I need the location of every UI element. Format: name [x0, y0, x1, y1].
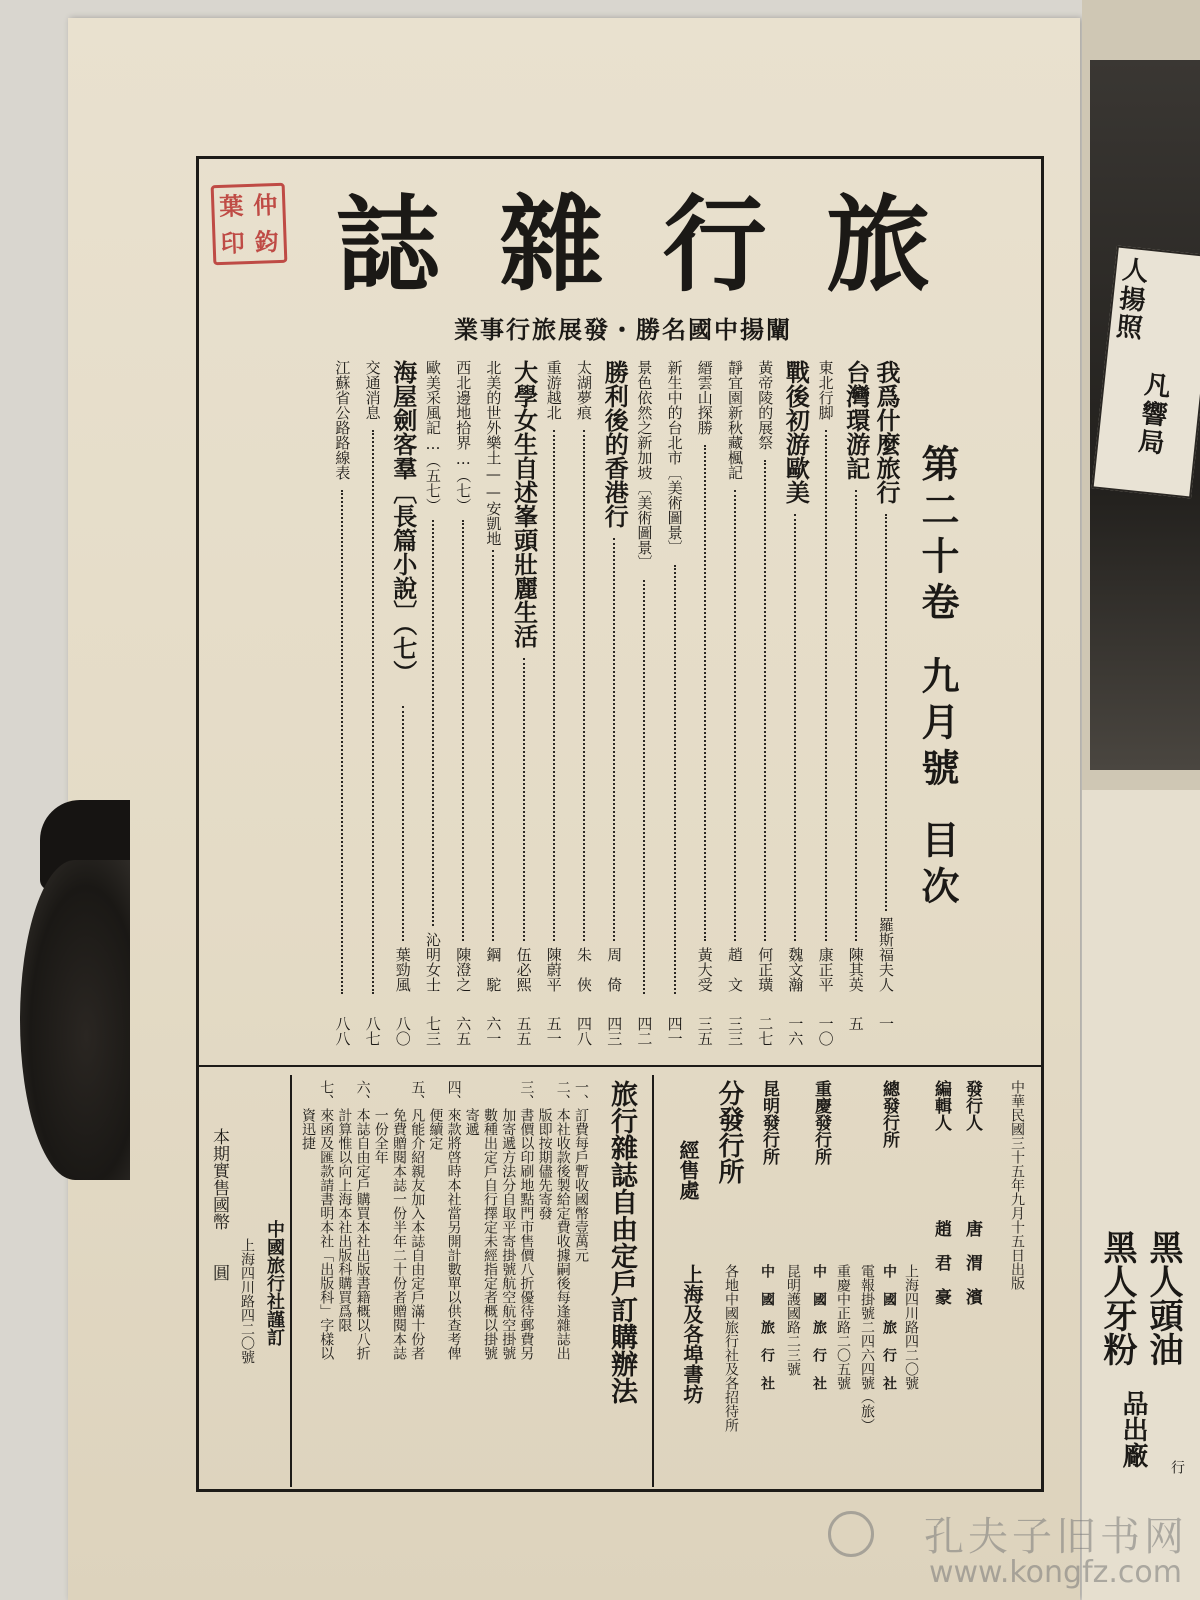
subscription-signature: 中國旅行社謹訂 [264, 1220, 285, 1346]
toc-entry [630, 360, 658, 1060]
subscription-item: 五、凡能介紹親友加入本誌自由定戶滿十份者 [409, 1080, 426, 1360]
issue-volume: 第二十卷 [915, 444, 960, 628]
toc-entry-title: 我爲什麼旅行 [872, 360, 901, 504]
toc-entry-title: 江蘇省公路路線表 [333, 360, 352, 480]
subscription-item: 一份全年 [372, 1080, 389, 1164]
ad-line: 行 [1169, 1460, 1185, 1474]
branches-label: 分發行所 [714, 1080, 744, 1184]
toc-entry-page: 六五 [454, 1016, 473, 1046]
subscription-item: 三、書價以印刷地點門市售價八折優待郵費另 [518, 1080, 535, 1360]
toc-entry-page: 八八 [333, 1016, 352, 1046]
toc-leader-dots [613, 538, 615, 941]
toc-leader-dots [734, 490, 736, 941]
issue-month: 九月號 [915, 656, 960, 794]
kunming-address: 昆明護國路二三號 [785, 1264, 801, 1376]
toc-leader-dots [885, 514, 887, 911]
toc-entry [600, 360, 628, 1060]
kunming-name: 中 國 旅 行 社 [759, 1264, 775, 1390]
subscription-item: 便續定 [427, 1080, 444, 1150]
toc-entry [781, 360, 809, 1060]
chongqing-address: 重慶中正路二〇五號 [835, 1264, 851, 1390]
toc-entry-page: 七三 [424, 1016, 442, 1046]
section-divider [196, 1065, 1044, 1067]
publisher-label: 發行人 [962, 1080, 982, 1131]
toc-entry-title: 歐美采風記…（五七） [424, 360, 442, 513]
toc-entry-author: 康正平 [816, 947, 835, 992]
ad-brand-hair-oil: 黑人頭油 [1143, 1230, 1183, 1366]
toc-leader-dots [855, 490, 857, 941]
masthead-slogan: 闡揚中國名勝・發展旅行事業 [454, 315, 792, 344]
toc-entry-title: 太湖夢痕 [575, 360, 593, 420]
head-office-address: 上海四川路四二〇號 [903, 1264, 919, 1390]
subscription-item: 四、來款將啓時本社當另開計數單以供查考俾 [445, 1080, 462, 1360]
toc-leader-dots [462, 520, 464, 941]
toc-entry [540, 360, 568, 1060]
toc-entry-author: 伍必熙 [514, 947, 533, 992]
toc-entry-page: 四二 [635, 1016, 654, 1046]
toc-entry-page: 八〇 [393, 1016, 412, 1046]
block-divider [652, 1075, 654, 1487]
toc-entry-page: 一〇 [816, 1016, 835, 1046]
toc-entry [842, 360, 870, 1060]
toc-leader-dots [643, 580, 645, 994]
toc-entry-title: 台灣環游記 [841, 360, 871, 480]
agents-label: 經售處 [676, 1140, 700, 1200]
subscription-item: 計算惟以向上海本社出版科購買爲限 [336, 1080, 353, 1332]
toc-entry-author: 陳澄之 [454, 947, 473, 992]
toc-leader-dots [583, 430, 585, 941]
toc-entry-page: 一六 [786, 1016, 805, 1046]
toc-entry-page: 三五 [695, 1016, 714, 1046]
watermark-logo-icon [828, 1511, 874, 1557]
subscription-item: 版即按期儘先寄發 [536, 1080, 553, 1220]
toc-entry-title: 景色依然之新加坡〔美術圖景〕 [635, 360, 654, 570]
advertisement-note: 人 揚 照 凡 響 局 [1092, 245, 1200, 498]
kunming-label: 昆明發行所 [759, 1080, 779, 1165]
subscription-item: 數種出定戶自行擇定未經指定者概以掛號 [482, 1080, 498, 1360]
chongqing-name: 中 國 旅 行 社 [811, 1264, 827, 1390]
issue-toc-label: 目次 [915, 820, 960, 912]
toc-leader-dots [492, 550, 494, 941]
masthead-char: 旅 [825, 183, 930, 306]
toc-entry-title: 靜宜園新秋藏楓記 [726, 360, 744, 480]
toc-entry-page: 六一 [484, 1016, 503, 1046]
masthead-char: 行 [662, 183, 767, 306]
toc-leader-dots [704, 445, 706, 941]
toc-leader-dots [523, 658, 525, 941]
collector-seal: 葉 仲 印 鈞 [211, 183, 288, 266]
toc-leader-dots [402, 706, 404, 941]
subscription-item: 六、本誌自由定戶購買本社出版書籍概以八折 [354, 1080, 371, 1360]
toc-entry [812, 360, 840, 1060]
site-watermark [820, 1505, 1200, 1595]
toc-leader-dots [674, 565, 676, 994]
masthead-title [318, 176, 948, 306]
toc-entry-author: 黃大受 [695, 947, 714, 992]
toc-entry-author: 趙 文 [726, 947, 744, 992]
toc-entry-page: 三三 [726, 1016, 744, 1046]
publisher-name: 唐 渭 濱 [962, 1220, 982, 1305]
toc-entry-page: 八七 [363, 1016, 382, 1046]
toc-entry-page: 一 [877, 1016, 895, 1031]
toc-entry [328, 360, 356, 1060]
toc-entry-author: 周 倚 [605, 947, 624, 992]
price-divider [290, 1075, 292, 1487]
toc-entry-title: 東北行脚 [816, 360, 835, 420]
masthead-char: 雜 [499, 183, 604, 306]
toc-entry-page: 四一 [665, 1016, 684, 1046]
pub-date: 中華民國三十五年九月十五日出版 [1009, 1080, 1025, 1290]
toc-entry-author: 陳蔚平 [544, 947, 563, 992]
toc-leader-dots [341, 490, 343, 994]
head-office-name: 中 國 旅 行 社 [881, 1264, 897, 1390]
toc-entry-author: 羅斯福夫人 [877, 917, 895, 992]
toc-entry-page: 五五 [514, 1016, 533, 1046]
toc-leader-dots [764, 460, 766, 941]
toc-entry-title: 重游越北 [544, 360, 563, 420]
head-office-label: 總發行所 [879, 1080, 899, 1148]
toc-leader-dots [432, 520, 434, 926]
toc-entry [691, 360, 719, 1060]
toc-entry [570, 360, 598, 1060]
masthead-char: 誌 [335, 183, 440, 306]
toc-entry [721, 360, 749, 1060]
toc-entry-page: 二七 [756, 1016, 775, 1046]
editor-name: 趙 君 豪 [931, 1220, 951, 1305]
toc-entry-title: 海屋劍客羣〔長篇小說〕（七） [388, 360, 418, 684]
subscription-item: 二、本社收款後製給定費收據嗣後每逢雜誌出 [554, 1080, 571, 1360]
toc-entry-title: 北美的世外樂土——安凱地 [484, 360, 503, 546]
subscription-item: 七、來函及匯款請書明本社「出版科」字樣以 [318, 1080, 335, 1360]
toc-entry-author: 朱 俠 [575, 947, 593, 992]
subscription-address: 上海四川路四二〇號 [239, 1238, 255, 1364]
toc-entry [661, 360, 689, 1060]
advertisement-face-figure [20, 860, 130, 1180]
subscription-item: 寄遞 [463, 1080, 480, 1136]
toc-entry-page: 四三 [605, 1016, 624, 1046]
subscription-heading: 旅行雜誌自由定戶訂購辦法 [606, 1080, 637, 1404]
subscription-item: 加寄遞方法分自取平寄掛號航空航空掛號 [500, 1080, 517, 1360]
toc-entry [479, 360, 507, 1060]
toc-entry-title: 戰後初游歐美 [781, 360, 811, 504]
branches-text: 各地中國旅行社及各招待所 [723, 1264, 739, 1432]
toc-entry [449, 360, 477, 1060]
ad-maker: 品出廠 [1118, 1390, 1148, 1468]
toc-entry [751, 360, 779, 1060]
toc-leader-dots [825, 430, 827, 941]
toc-entry-page: 五一 [544, 1016, 563, 1046]
toc-entry-title: 交通消息 [363, 360, 382, 420]
subscription-item: 免費贈閱本誌一份半年二十份者贈閱本誌 [391, 1080, 407, 1360]
toc-entry-author: 鋼 駝 [484, 947, 503, 992]
watermark-url: www.kongfz.com [928, 1555, 1182, 1590]
toc-entry-title: 縉雲山探勝 [695, 360, 714, 435]
toc-entry [419, 360, 447, 1060]
toc-entry [389, 360, 417, 1060]
toc-leader-dots [794, 514, 796, 941]
toc-entry [359, 360, 387, 1060]
toc-entry-author: 沁明女士 [424, 932, 442, 992]
toc-leader-dots [372, 430, 374, 994]
editor-label: 編輯人 [931, 1080, 951, 1131]
agents-text: 上海及各埠書坊 [680, 1264, 704, 1404]
toc-entry-author: 葉勁風 [393, 947, 412, 992]
chongqing-label: 重慶發行所 [811, 1080, 831, 1165]
head-office-phone: 電報掛號二四六四號（旅） [859, 1264, 875, 1432]
toc-entry-page: 五 [846, 1016, 865, 1031]
watermark-name: 孔夫子旧书网 [924, 1514, 1188, 1560]
toc-entry-title: 勝利後的香港行 [600, 360, 630, 528]
toc-entry-author: 魏文瀚 [786, 947, 805, 992]
toc-entry-title: 大學女生自述峯頭壯麗生活 [509, 360, 539, 648]
subscription-item: 資迅捷 [300, 1080, 316, 1150]
toc-entry-title: 新生中的台北市〔美術圖景〕 [665, 360, 684, 555]
toc-entry-author: 陳其英 [846, 947, 865, 992]
toc-entry [872, 360, 900, 1060]
toc-entry-title: 黃帝陵的展祭 [756, 360, 775, 450]
toc-entry-author: 何正璜 [756, 947, 775, 992]
toc-entry-page: 四八 [575, 1016, 593, 1046]
advertisement-panel [1082, 790, 1200, 1600]
toc-entry [510, 360, 538, 1060]
issue-price: 本期實售國幣 圓 [209, 1128, 229, 1281]
subscription-item: 一、訂費每戶暫收國幣壹萬元 [573, 1080, 589, 1262]
toc-leader-dots [553, 430, 555, 941]
toc-entry-title: 西北邊地拾界…（七） [454, 360, 473, 513]
ad-brand-tooth-powder: 黑人牙粉 [1097, 1230, 1137, 1366]
